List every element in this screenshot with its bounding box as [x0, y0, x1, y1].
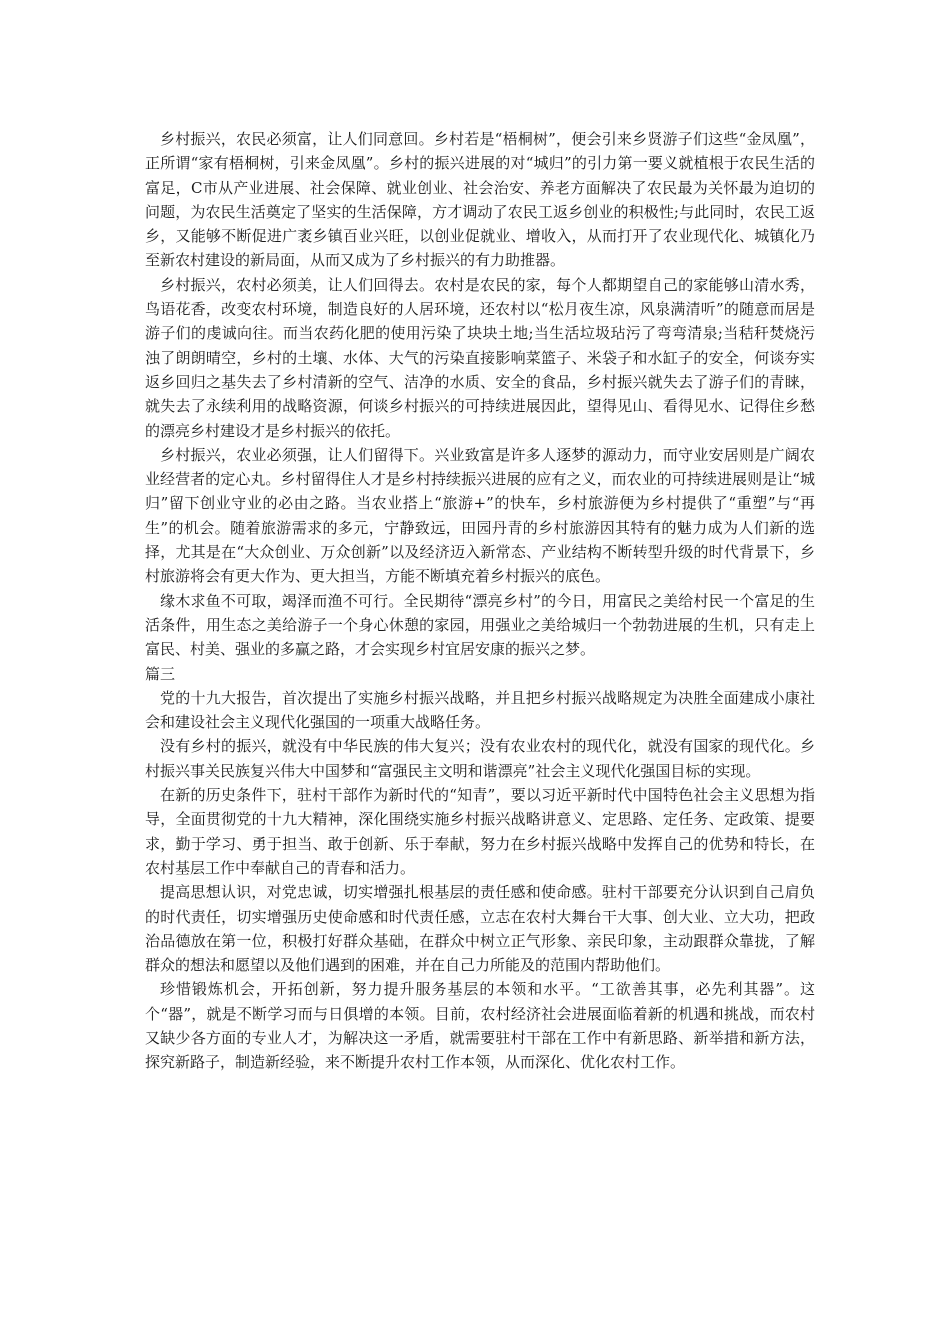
paragraph-village-beautiful: 乡村振兴，农村必须美，让人们回得去。农村是农民的家，每个人都期望自己的家能够山清水秀，鸟语花香，改变农村环境，制造良好的人居环境，还农村以“松月夜生凉，风泉满清听”的随意而居是游子们的虔诚向往。而当农药化肥的使用污染了块块土地;当生活垃圾玷污了弯弯清泉;当秸秆焚烧污浊了朗朗晴空，乡村的土壤、水体、大气的污染直接影响菜篮子、米袋子和水缸子的安全，何谈夯实返乡回归之基失去了乡村清新的空气、洁净的水质、安全的食品，乡村振兴就失去了游子们的青睐，就失去了永续利用的战略资源，何谈乡村振兴的可持续进展因此，望得见山、看得见水、记得住乡愁的漂亮乡村建设才是乡村振兴的依托。 [145, 275, 815, 440]
paragraph-agriculture-strong: 乡村振兴，农业必须强，让人们留得下。兴业致富是许多人逐梦的源动力，而守业安居则是广阔农业经营者的定心丸。乡村留得住人才是乡村持续振兴进展的应有之义，而农业的可持续进展则是让“城归”留下创业守业的必由之路。当农业搭上“旅游+”的快车，乡村旅游便为乡村提供了“重塑”与“再生”的机会。随着旅游需求的多元，宁静致远，田园丹青的乡村旅游因其特有的魅力成为人们新的选择，尤其是在“大众创业、万众创新”以及经济迈入新常态、产业结构不断转型升级的时代背景下，乡村旅游将会有更大作为、更大担当，方能不断填充着乡村振兴的底色。 [145, 445, 815, 586]
paragraph-village-cadres: 在新的历史条件下，驻村干部作为新时代的“知青”，要以习近平新时代中国特色社会主义思想为指导，全面贯彻党的十九大精神，深化围绕实施乡村振兴战略讲意义、定思路、定任务、定政策、提要求，勤于学习、勇于担当、敢于创新、乐于奉献，努力在乡村振兴战略中发挥自己的优势和特长，在农村基层工作中奉献自己的青春和活力。 [145, 786, 815, 877]
paragraph-national-revival: 没有乡村的振兴，就没有中华民族的伟大复兴；没有农业农村的现代化，就没有国家的现代化。乡村振兴事关民族复兴伟大中国梦和“富强民主文明和谐漂亮”社会主义现代化强国目标的实现。 [145, 737, 815, 780]
paragraph-farmers-rich: 乡村振兴，农民必须富，让人们同意回。乡村若是“梧桐树”，便会引来乡贤游子们这些“金凤凰”，正所谓“家有梧桐树，引来金凤凰”。乡村的振兴进展的对“城归”的引力第一要义就植根于农民生活的富足，C市从产业进展、社会保障、就业创业、社会治安、养老方面解决了农民最为关怀最为迫切的问题，为农民生活奠定了坚实的生活保障，方才调动了农民工返乡创业的积极性;与此同时，农民工返乡，又能够不断促进广袤乡镇百业兴旺，以创业促就业、增收入，从而打开了农业现代化、城镇化乃至新农村建设的新局面，从而又成为了乡村振兴的有力助推器。 [145, 130, 815, 270]
paragraph-ideological-awareness: 提高思想认识，对党忠诚，切实增强扎根基层的责任感和使命感。驻村干部要充分认识到自己肩负的时代责任，切实增强历史使命感和时代责任感，立志在农村大舞台干大事、创大业、立大功，把政治品德放在第一位，积极打好群众基础，在群众中树立正气形象、亲民印象，主动跟群众靠拢，了解群众的想法和愿望以及他们遇到的困难，并在自己力所能及的范围内帮助他们。 [145, 883, 815, 975]
paragraph-strategy-intro: 党的十九大报告，首次提出了实施乡村振兴战略，并且把乡村振兴战略规定为决胜全面建成小康社会和建设社会主义现代化强国的一项重大战略任务。 [145, 688, 815, 732]
paragraph-training-opportunity: 珍惜锻炼机会，开拓创新，努力提升服务基层的本领和水平。“工欲善其事，必先利其器”。这个“器”，就是不断学习而与日俱增的本领。目前，农村经济社会进展面临着新的机遇和挑战，而农村又缺少各方面的专业人才，为解决这一矛盾，就需要驻村干部在工作中有新思路、新举措和新方法，探究新路子，制造新经验，来不断提升农村工作本领，从而深化、优化农村工作。 [145, 980, 815, 1072]
document-body [145, 127, 815, 1075]
section-heading: 篇三 [145, 664, 176, 683]
paragraph-conclusion: 缘木求鱼不可取，竭泽而渔不可行。全民期待“漂亮乡村”的今日，用富民之美给村民一个富足的生活条件，用生态之美给游子一个身心休憩的家园，用强业之美给城归一个勃勃进展的生机，只有走上富民、村美、强业的多赢之路，才会实现乡村宜居安康的振兴之梦。 [145, 591, 815, 659]
